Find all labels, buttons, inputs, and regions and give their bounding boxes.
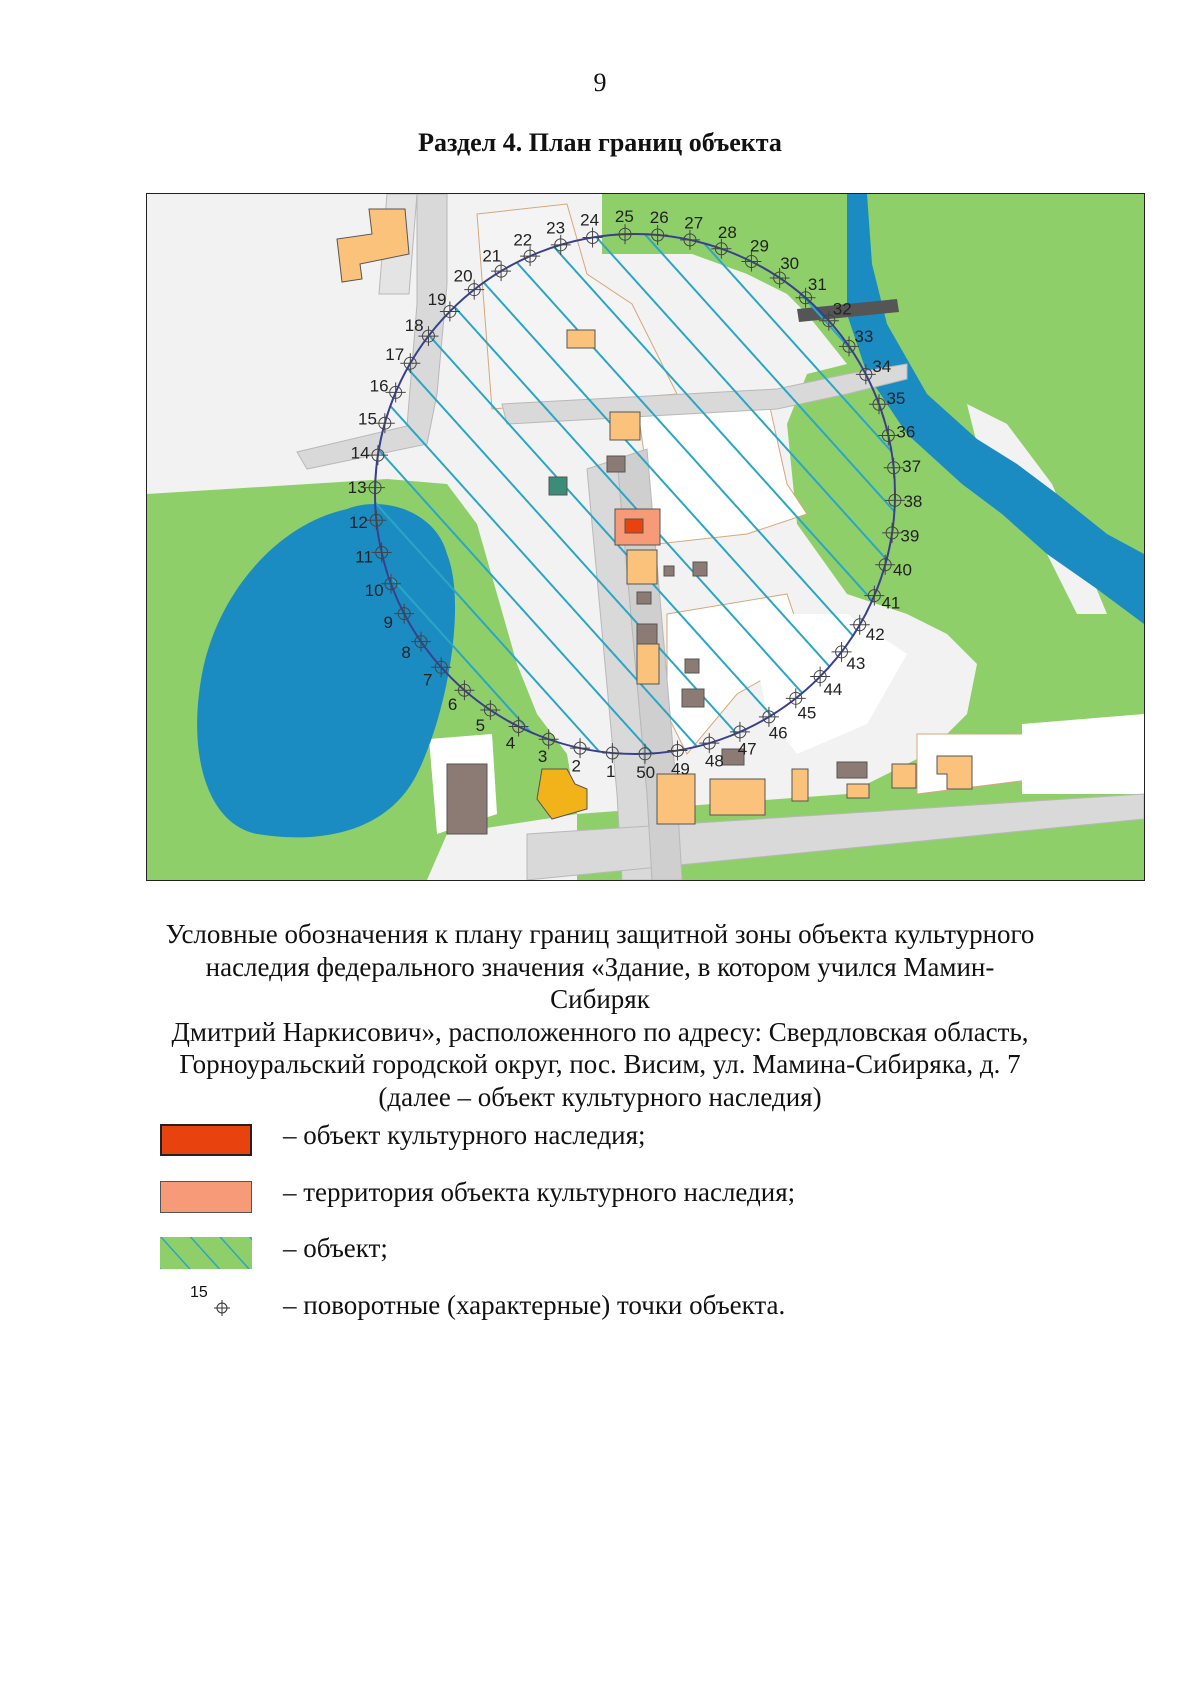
- boundary-point-label: 38: [903, 491, 923, 511]
- page-number: 9: [593, 68, 607, 97]
- boundary-point-label: 36: [896, 422, 916, 442]
- boundary-point-label: 48: [704, 751, 724, 771]
- boundary-point-label: 32: [832, 299, 852, 319]
- boundary-point-label: 21: [482, 246, 502, 266]
- boundary-point-label: 31: [807, 275, 827, 295]
- boundary-point-label: 15: [358, 409, 377, 429]
- boundary-point-label: 34: [872, 357, 892, 377]
- map-canvas: [147, 194, 1144, 880]
- legend-item-boundary-point: [155, 1284, 1055, 1328]
- boundary-point-label: 41: [881, 593, 901, 613]
- boundary-map: [146, 193, 1145, 881]
- heritage-object-swatch: [160, 1124, 252, 1156]
- boundary-point-label: 13: [347, 478, 367, 498]
- boundary-point-label: 4: [505, 733, 516, 753]
- boundary-point-label: 20: [453, 266, 473, 286]
- boundary-point-label: 5: [475, 716, 486, 736]
- boundary-point-label: 33: [854, 327, 874, 347]
- boundary-point-label: 42: [865, 624, 885, 644]
- boundary-point-sample: [190, 1284, 260, 1324]
- boundary-point-label: 11: [355, 547, 373, 567]
- boundary-point-label: 43: [846, 653, 866, 673]
- boundary-point-label: 3: [537, 747, 548, 767]
- boundary-point-label: 18: [404, 316, 424, 336]
- boundary-point-label: 39: [900, 526, 920, 546]
- boundary-point-label: 47: [737, 739, 757, 759]
- boundary-point-label: 22: [513, 230, 533, 250]
- boundary-point-label: 46: [768, 723, 788, 743]
- boundary-point-label: 50: [636, 762, 656, 782]
- caption-line: Условные обозначения к плану границ защитной зоны объекта культурного: [165, 919, 1035, 949]
- boundary-point-label: 44: [823, 680, 843, 700]
- boundary-point-label: 1: [606, 761, 616, 781]
- boundary-point-label: 37: [902, 456, 922, 476]
- caption-line: Горноуральский городской округ, пос. Висим, ул. Мамина-Сибиряка, д. 7: [179, 1049, 1021, 1079]
- boundary-point-label: 2: [571, 756, 581, 776]
- boundary-point-number: 15: [190, 1284, 208, 1301]
- boundary-point-label: 45: [797, 703, 817, 723]
- legend-label: – поворотные (характерные) точки объекта.: [283, 1290, 786, 1320]
- boundary-point-label: 28: [717, 222, 737, 242]
- heritage-territory-swatch: [160, 1181, 252, 1213]
- boundary-point-label: 29: [750, 236, 769, 256]
- boundary-point-label: 25: [614, 207, 634, 227]
- legend-item-heritage-territory: [155, 1175, 1055, 1215]
- legend-label: – объект;: [283, 1233, 388, 1263]
- crosshair-icon: [212, 1298, 232, 1318]
- caption-line: наследия федерального значения «Здание, в котором учился Мамин-Сибиряк: [205, 951, 995, 1014]
- boundary-point-label: 9: [383, 612, 393, 632]
- legend-caption: [160, 918, 1040, 1113]
- legend-label: – территория объекта культурного наследия;: [283, 1177, 796, 1207]
- boundary-point-label: 35: [886, 389, 906, 409]
- legend-label: – объект культурного наследия;: [283, 1120, 646, 1150]
- boundary-point-label: 40: [893, 560, 912, 580]
- protected-zone: [375, 234, 895, 754]
- boundary-point-label: 49: [670, 759, 690, 779]
- boundary-point-label: 27: [684, 213, 704, 233]
- boundary-point-label: 26: [649, 208, 669, 228]
- boundary-point-label: 10: [364, 580, 384, 600]
- hatched-zone-swatch: [160, 1237, 252, 1269]
- boundary-point-label: 30: [780, 253, 800, 273]
- caption-line: Дмитрий Наркисович», расположенного по адресу: Свердловская область,: [171, 1016, 1029, 1047]
- boundary-point-label: 24: [580, 210, 600, 230]
- boundary-point-label: 14: [350, 443, 370, 463]
- caption-line: (далее – объект культурного наследия): [378, 1081, 822, 1112]
- boundary-point-label: 16: [369, 376, 389, 396]
- boundary-point-label: 8: [401, 642, 411, 662]
- legend-item-hatched-zone: [155, 1231, 1055, 1271]
- boundary-point-label: 17: [385, 345, 405, 365]
- legend-item-heritage-object: [155, 1118, 1055, 1158]
- boundary-point-label: 7: [423, 670, 433, 690]
- boundary-point-label: 23: [546, 218, 566, 238]
- boundary-point-label: 6: [447, 694, 458, 714]
- section-title: Раздел 4. План границ объекта: [418, 128, 782, 157]
- boundary-point-label: 19: [427, 289, 447, 309]
- boundary-point-label: 12: [348, 513, 368, 533]
